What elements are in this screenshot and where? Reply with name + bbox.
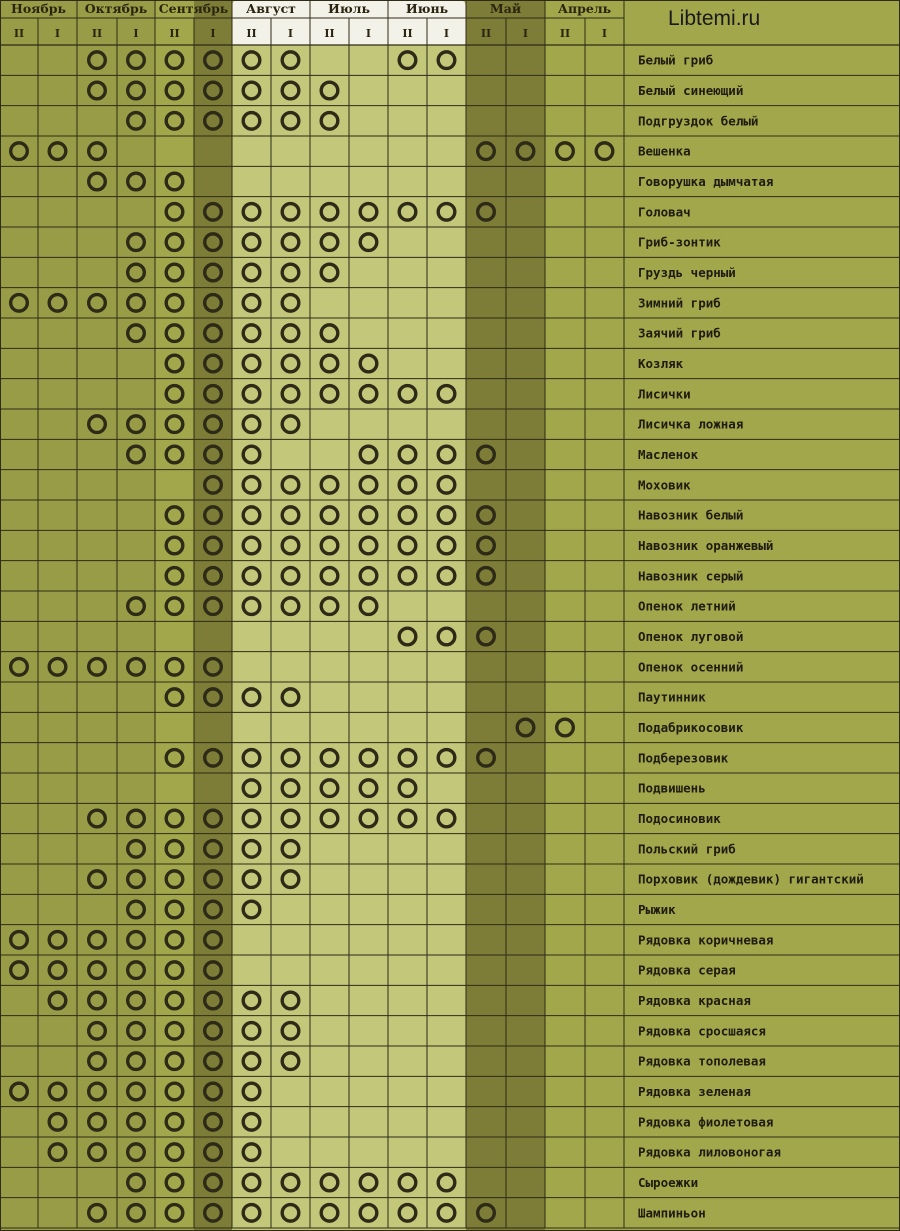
- mushroom-name: Рядовка серая: [638, 962, 736, 978]
- mushroom-name: Опенок летний: [638, 598, 736, 614]
- mushroom-name: Рядовка красная: [638, 993, 751, 1008]
- mushroom-name: Подгруздок белый: [638, 113, 759, 129]
- mushroom-name: Вешенка: [638, 143, 691, 159]
- month-label: Сентябрь: [158, 1, 229, 16]
- mushroom-name: Рядовка фиолетовая: [638, 1114, 774, 1130]
- mushroom-name: Рядовка коричневая: [638, 932, 774, 948]
- month-label: Май: [489, 1, 522, 16]
- half-label: I: [133, 27, 139, 40]
- mushroom-name: Заячий гриб: [638, 325, 721, 341]
- month-label: Август: [246, 1, 296, 16]
- mushroom-name: Подабрикосовик: [638, 720, 744, 735]
- mushroom-name: Белый гриб: [638, 52, 714, 68]
- half-label: II: [91, 27, 103, 40]
- mushroom-name: Навозник серый: [638, 568, 744, 584]
- mushroom-name: Подвишень: [638, 780, 706, 796]
- month-label: Октябрь: [84, 1, 148, 16]
- mushroom-name: Рыжик: [638, 902, 676, 917]
- mushroom-name: Головач: [638, 204, 691, 220]
- half-label: I: [365, 27, 372, 40]
- mushroom-name: Навозник оранжевый: [638, 538, 774, 553]
- half-label: II: [246, 27, 257, 40]
- mushroom-name: Порховик (дождевик) гигантский: [638, 871, 864, 887]
- half-label: I: [54, 27, 61, 40]
- half-label: II: [169, 27, 180, 40]
- mushroom-name: Рядовка лиловоногая: [638, 1144, 781, 1160]
- mushroom-name: Зимний гриб: [638, 295, 721, 311]
- mushroom-name: Козляк: [638, 356, 684, 371]
- mushroom-name: Сыроежки: [638, 1175, 699, 1190]
- watermark: Libtemi.ru: [668, 7, 761, 30]
- mushroom-name: Моховик: [638, 477, 691, 493]
- half-label: II: [402, 27, 413, 40]
- mushroom-name: Рядовка зеленая: [638, 1084, 751, 1099]
- mushroom-name: Опенок луговой: [638, 629, 744, 644]
- half-label: I: [287, 27, 294, 40]
- mushroom-name: Подосиновик: [638, 811, 721, 826]
- half-label: II: [324, 27, 335, 40]
- mushroom-name: Навозник белый: [638, 507, 744, 523]
- mushroom-name: Опенок осенний: [638, 659, 744, 675]
- mushroom-name: Масленок: [638, 447, 699, 462]
- mushroom-name: Гриб-зонтик: [638, 234, 721, 250]
- month-label: Апрель: [557, 1, 612, 16]
- mushroom-name: Шампиньон: [638, 1205, 706, 1221]
- half-label: II: [480, 27, 492, 40]
- mushroom-name: Лисичка ложная: [638, 416, 744, 432]
- mushroom-name: Лисички: [638, 386, 691, 402]
- mushroom-name: Подберезовик: [638, 750, 729, 766]
- mushroom-name: Польский гриб: [638, 841, 736, 857]
- mushroom-name: Груздь черный: [638, 265, 736, 280]
- month-label: Июнь: [405, 1, 449, 16]
- mushroom-name: Рядовка тополевая: [638, 1053, 766, 1069]
- half-label: II: [13, 27, 25, 40]
- mushroom-name: Рядовка сросшаяся: [638, 1023, 766, 1039]
- month-label: Июль: [328, 1, 370, 16]
- half-label: I: [443, 27, 450, 40]
- half-label: II: [559, 27, 571, 40]
- mushroom-name: Паутинник: [638, 689, 706, 705]
- half-label: I: [210, 27, 216, 40]
- mushroom-name: Говорушка дымчатая: [638, 174, 774, 189]
- half-label: I: [522, 27, 529, 40]
- mushroom-name: Белый синеющий: [638, 83, 744, 98]
- month-label: Ноябрь: [11, 1, 66, 16]
- half-label: I: [601, 27, 608, 40]
